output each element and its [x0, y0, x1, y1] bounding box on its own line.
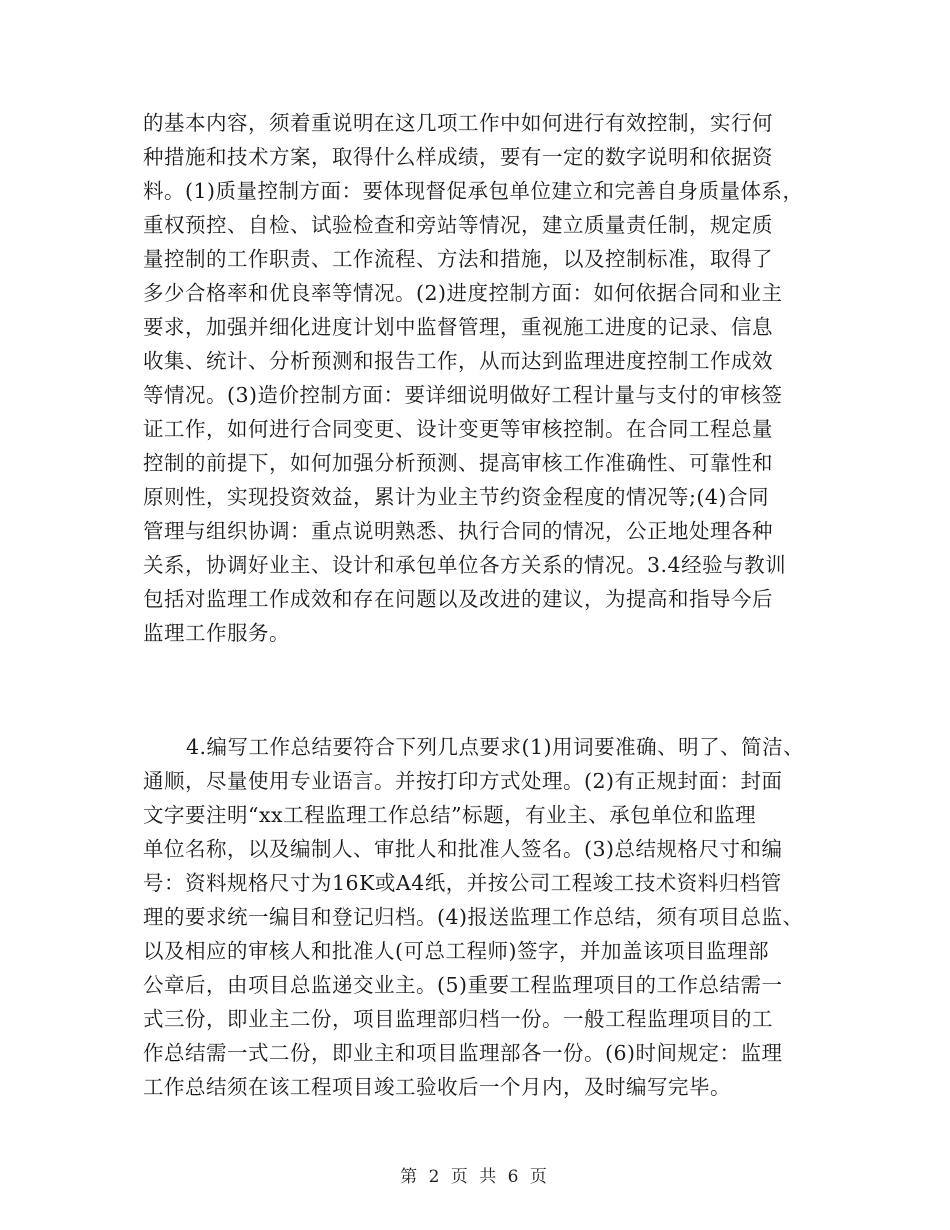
text-line: 号：资料规格尺寸为16K或A4纸，并按公司工程竣工技术资料归档管: [143, 871, 782, 895]
paragraph-continuation: [143, 106, 823, 650]
text-line: 单位名称，以及编制人、审批人和批准人签名。(3)总结规格尺寸和编: [143, 837, 783, 861]
text-line: 料。(1)质量控制方面：要体现督促承包单位建立和完善自身质量体系，: [143, 179, 804, 203]
text-line: 理的要求统一编目和登记归档。(4)报送监理工作总结，须有项目总监、: [143, 905, 804, 929]
text-line: 重权预控、自检、试验检查和旁站等情况，建立质量责任制，规定质: [143, 213, 773, 237]
text-line: 作总结需一式二份，即业主和项目监理部各一份。(6)时间规定：监理: [143, 1041, 783, 1065]
text-line: 种措施和技术方案，取得什么样成绩，要有一定的数字说明和依据资: [143, 145, 773, 169]
text-line: 式三份，即业主二份，项目监理部归档一份。一般工程监理项目的工: [143, 1007, 773, 1031]
text-line: 原则性，实现投资效益，累计为业主节约资金程度的情况等;(4)合同: [143, 485, 769, 509]
text-line: 工作总结须在该工程项目竣工验收后一个月内，及时编写完毕。: [143, 1075, 731, 1099]
text-line: 量控制的工作职责、工作流程、方法和措施，以及控制标准，取得了: [143, 247, 773, 271]
text-line: 关系，协调好业主、设计和承包单位各方关系的情况。3.4经验与教训: [143, 553, 787, 577]
text-line: 以及相应的审核人和批准人(可总工程师)签字，并加盖该项目监理部: [143, 939, 769, 963]
paragraph-requirements: [143, 730, 823, 1104]
text-line: 4.编写工作总结要符合下列几点要求(1)用词要准确、明了、简洁、: [186, 735, 805, 759]
text-line: 等情况。(3)造价控制方面：要详细说明做好工程计量与支付的审核签: [143, 383, 783, 407]
page-number-footer: 第 2 页 共 6 页: [400, 1167, 550, 1187]
text-line: 监理工作服务。: [143, 621, 290, 645]
text-line: 通顺，尽量使用专业语言。并按打印方式处理。(2)有正规封面：封面: [143, 769, 783, 793]
text-line: 包括对监理工作成效和存在问题以及改进的建议，为提高和指导今后: [143, 587, 773, 611]
text-line: 多少合格率和优良率等情况。(2)进度控制方面：如何依据合同和业主: [143, 281, 783, 305]
text-line: 控制的前提下，如何加强分析预测、提高审核工作准确性、可靠性和: [143, 451, 773, 475]
text-line: 管理与组织协调：重点说明熟悉、执行合同的情况，公正地处理各种: [143, 519, 773, 543]
text-line: 证工作，如何进行合同变更、设计变更等审核控制。在合同工程总量: [143, 417, 773, 441]
text-line: 收集、统计、分析预测和报告工作，从而达到监理进度控制工作成效: [143, 349, 773, 373]
text-line: 文字要注明“xx工程监理工作总结”标题，有业主、承包单位和监理: [143, 803, 757, 827]
text-line: 的基本内容，须着重说明在这几项工作中如何进行有效控制，实行何: [143, 111, 773, 135]
text-line: 公章后，由项目总监递交业主。(5)重要工程监理项目的工作总结需一: [143, 973, 783, 997]
text-line: 要求，加强并细化进度计划中监督管理，重视施工进度的记录、信息: [143, 315, 773, 339]
